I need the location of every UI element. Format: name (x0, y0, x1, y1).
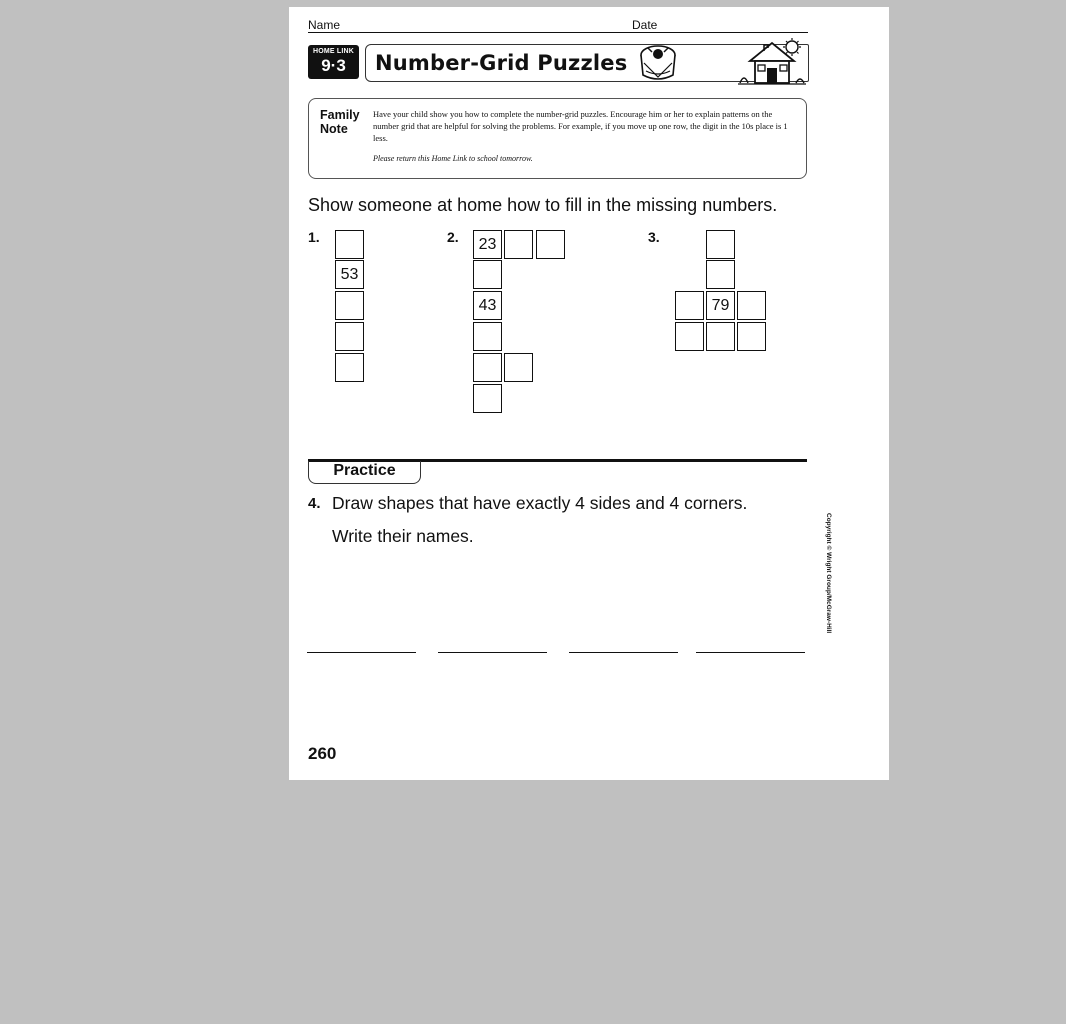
name-date-line (308, 32, 808, 33)
grid-cell[interactable]: 53 (335, 260, 364, 289)
instruction-text: Show someone at home how to fill in the missing numbers. (308, 195, 778, 215)
grid-cell[interactable] (335, 322, 364, 351)
homelink-number: 9·3 (321, 56, 346, 75)
homelink-badge (308, 45, 359, 79)
grid-cell[interactable] (473, 260, 502, 289)
name-label: Name (308, 18, 341, 32)
page-number: 260 (308, 744, 337, 763)
grid-cell[interactable]: 43 (473, 291, 502, 320)
grid-cell[interactable] (473, 384, 502, 413)
question-4-number: 4. (308, 495, 321, 512)
grid-cell[interactable] (706, 260, 735, 289)
grid-cell[interactable] (473, 353, 502, 382)
grid-cell[interactable] (737, 291, 766, 320)
grid-cell[interactable] (473, 322, 502, 351)
practice-tab: Practice (308, 461, 421, 484)
grid-cell[interactable] (706, 230, 735, 259)
question-4-text: Draw shapes that have exactly 4 sides and 4 corners. (332, 493, 748, 513)
answer-line[interactable] (307, 652, 416, 653)
puzzle-3-label: 3. (648, 229, 660, 245)
grid-cell[interactable] (504, 353, 533, 382)
copyright-text: Copyright © Wright Group/McGraw-Hill (825, 513, 832, 634)
family-note-text: Have your child show you how to complete the number-grid puzzles. Encourage him or her to explain patterns on the number grid that are helpful for solving the problems. For example, if you move up one row, the digit in the 10s place is 1 less. (373, 109, 788, 143)
puzzle-2-label: 2. (447, 229, 459, 245)
grid-cell[interactable] (335, 353, 364, 382)
grid-cell[interactable] (737, 322, 766, 351)
answer-line[interactable] (696, 652, 805, 653)
grid-cell[interactable] (675, 291, 704, 320)
title-box (365, 44, 809, 82)
grid-cell[interactable] (335, 291, 364, 320)
house-icon (738, 37, 806, 87)
grid-cell[interactable] (706, 322, 735, 351)
date-label: Date (632, 18, 658, 32)
family-note-box (308, 98, 807, 179)
grid-cell[interactable] (675, 322, 704, 351)
puzzle-1-label: 1. (308, 229, 320, 245)
homelink-label: HOME LINK (312, 48, 355, 55)
page-title: Number-Grid Puzzles (375, 51, 628, 75)
grid-cell[interactable] (504, 230, 533, 259)
family-note-return: Please return this Home Link to school tomorrow. (373, 154, 533, 163)
answer-line[interactable] (438, 652, 547, 653)
grid-cell[interactable] (335, 230, 364, 259)
answer-line[interactable] (569, 652, 678, 653)
question-4-subtext: Write their names. (332, 526, 474, 546)
grid-cell[interactable]: 23 (473, 230, 502, 259)
worksheet-page (289, 7, 889, 780)
family-note-title: Family Note (320, 108, 360, 136)
grid-cell[interactable]: 79 (706, 291, 735, 320)
drum-icon (636, 41, 680, 83)
grid-cell[interactable] (536, 230, 565, 259)
